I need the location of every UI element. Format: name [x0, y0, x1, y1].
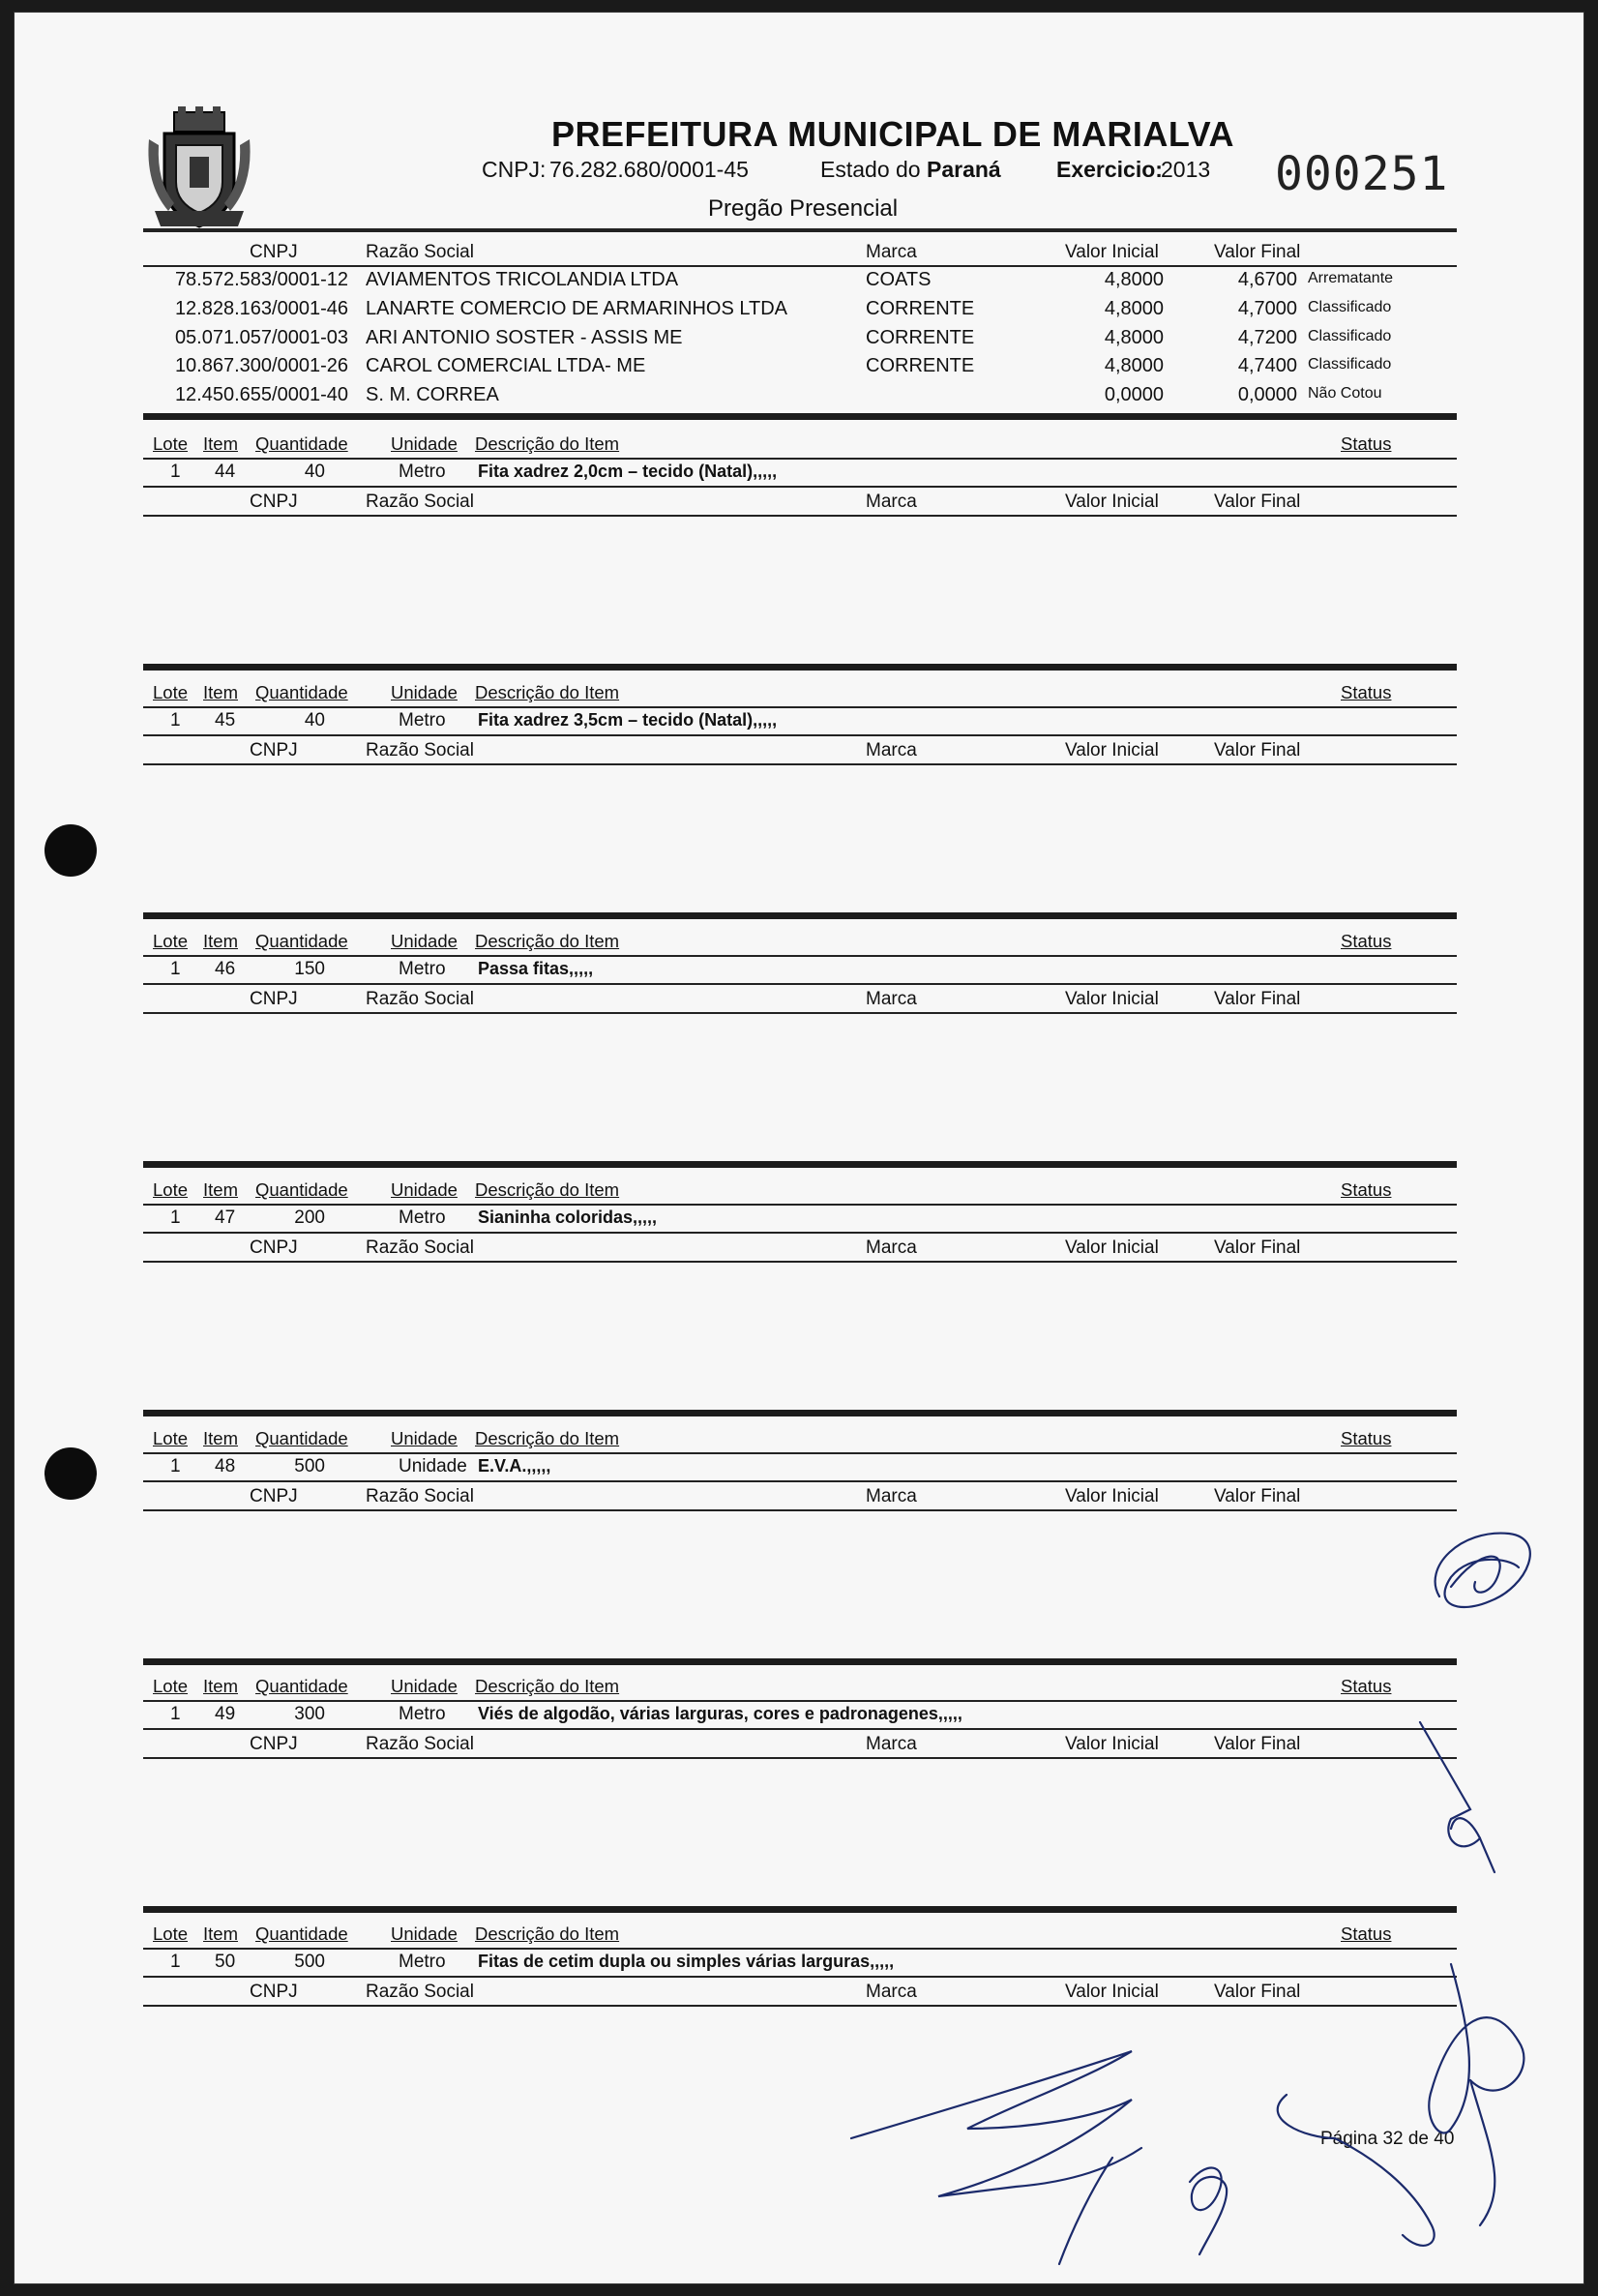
column-header-divider — [143, 515, 1457, 517]
punch-hole — [44, 1447, 97, 1500]
section-divider — [143, 912, 1457, 919]
column-header-cnpj: CNPJ — [250, 1486, 298, 1506]
lote-value: 1 — [170, 959, 181, 979]
descricao-label: Descrição do Item — [475, 931, 620, 951]
marca-cell: COATS — [866, 269, 932, 290]
column-header-marca: Marca — [866, 492, 917, 512]
valor-final-cell: 4,7200 — [1237, 327, 1297, 348]
lote-label: Lote — [153, 1676, 189, 1696]
item-header-divider — [143, 706, 1457, 708]
column-header-razao-social: Razão Social — [366, 1982, 474, 2002]
razao-social-cell: S. M. CORREA — [366, 384, 499, 405]
status-label: Status — [1341, 1923, 1392, 1944]
marca-cell: CORRENTE — [866, 327, 975, 348]
column-header-razao-social: Razão Social — [366, 1734, 474, 1754]
header-divider — [143, 228, 1457, 232]
unidade-label: Unidade — [391, 1428, 458, 1448]
quantidade-value: 300 — [294, 1704, 325, 1724]
quantidade-value: 500 — [294, 1456, 325, 1476]
modalidade: Pregão Presencial — [708, 195, 899, 222]
item-divider — [143, 1480, 1457, 1482]
estado-prefix: Estado do — [820, 157, 921, 182]
valor-inicial-cell: 4,8000 — [1104, 327, 1164, 348]
valor-final-cell: 0,0000 — [1237, 384, 1297, 405]
column-header-cnpj: CNPJ — [250, 242, 298, 262]
status-cell: Classificado — [1308, 328, 1392, 344]
item-header — [153, 433, 1459, 457]
quantidade-value: 150 — [294, 959, 325, 979]
status-label: Status — [1341, 1428, 1392, 1448]
column-header-valor-inicial: Valor Inicial — [1065, 1734, 1159, 1754]
item-divider — [143, 734, 1457, 736]
column-header-razao-social: Razão Social — [366, 740, 474, 760]
item-header — [153, 682, 1459, 705]
descricao-value: Fita xadrez 3,5cm – tecido (Natal),,,,, — [478, 710, 778, 730]
item-value: 46 — [215, 959, 236, 979]
descricao-label: Descrição do Item — [475, 433, 620, 454]
quantidade-value: 500 — [294, 1952, 325, 1972]
quantidade-label: Quantidade — [255, 682, 348, 702]
unidade-label: Unidade — [391, 1923, 458, 1944]
unidade-value: Metro — [399, 1704, 446, 1724]
item-header-divider — [143, 1452, 1457, 1454]
column-header-valor-inicial: Valor Inicial — [1065, 492, 1159, 512]
quantidade-label: Quantidade — [255, 1923, 348, 1944]
column-header-marca: Marca — [866, 1982, 917, 2002]
column-header-divider — [143, 763, 1457, 765]
item-value: 44 — [215, 462, 236, 482]
lote-value: 1 — [170, 1704, 181, 1724]
item-label: Item — [203, 1179, 238, 1200]
lote-value: 1 — [170, 1952, 181, 1972]
lote-label: Lote — [153, 1428, 189, 1448]
column-header-marca: Marca — [866, 1237, 917, 1258]
descricao-label: Descrição do Item — [475, 1428, 620, 1448]
status-label: Status — [1341, 682, 1392, 702]
item-value: 47 — [215, 1208, 236, 1228]
column-header-valor-final: Valor Final — [1214, 1486, 1301, 1506]
section-divider — [143, 1658, 1457, 1665]
item-label: Item — [203, 1676, 238, 1696]
column-header-cnpj: CNPJ — [250, 989, 298, 1009]
cnpj-value: 76.282.680/0001-45 — [549, 157, 749, 182]
column-header-divider — [143, 265, 1457, 267]
lote-label: Lote — [153, 1923, 189, 1944]
valor-final-cell: 4,6700 — [1237, 269, 1297, 290]
item-label: Item — [203, 433, 238, 454]
item-value: 45 — [215, 710, 236, 731]
descricao-value: Fita xadrez 2,0cm – tecido (Natal),,,,, — [478, 462, 778, 481]
descricao-label: Descrição do Item — [475, 1923, 620, 1944]
item-label: Item — [203, 931, 238, 951]
cnpj-cell: 12.450.655/0001-40 — [174, 384, 348, 405]
column-header-marca: Marca — [866, 740, 917, 760]
column-header-divider — [143, 1012, 1457, 1014]
item-header — [153, 1676, 1459, 1699]
lote-label: Lote — [153, 682, 189, 702]
quantidade-value: 200 — [294, 1208, 325, 1228]
item-header-divider — [143, 955, 1457, 957]
column-header-cnpj: CNPJ — [250, 492, 298, 512]
quantidade-label: Quantidade — [255, 433, 348, 454]
unidade-value: Unidade — [399, 1456, 467, 1476]
item-header — [153, 931, 1459, 954]
section-divider — [143, 1161, 1457, 1168]
item-label: Item — [203, 1428, 238, 1448]
column-header-valor-final: Valor Final — [1214, 989, 1301, 1009]
punch-hole — [44, 824, 97, 877]
unidade-label: Unidade — [391, 1179, 458, 1200]
status-label: Status — [1341, 1179, 1392, 1200]
column-header-valor-final: Valor Final — [1214, 242, 1301, 262]
item-header-divider — [143, 1700, 1457, 1702]
razao-social-cell: LANARTE COMERCIO DE ARMARINHOS LTDA — [366, 298, 787, 319]
status-cell: Não Cotou — [1308, 385, 1382, 402]
valor-inicial-cell: 4,8000 — [1104, 298, 1164, 319]
status-cell: Classificado — [1308, 299, 1392, 315]
item-header-divider — [143, 1948, 1457, 1950]
marca-cell: CORRENTE — [866, 355, 975, 376]
column-header-cnpj: CNPJ — [250, 1982, 298, 2002]
page-number: Página 32 de 40 — [1320, 2129, 1455, 2149]
item-label: Item — [203, 682, 238, 702]
unidade-label: Unidade — [391, 931, 458, 951]
item-header — [153, 1428, 1459, 1451]
section-divider — [143, 1410, 1457, 1416]
valor-final-cell: 4,7400 — [1237, 355, 1297, 376]
column-header-valor-inicial: Valor Inicial — [1065, 1982, 1159, 2002]
estado-name: Paraná — [927, 157, 1001, 182]
exercicio-value: 2013 — [1161, 157, 1211, 182]
item-header — [153, 1179, 1459, 1203]
cnpj-cell: 12.828.163/0001-46 — [174, 298, 348, 319]
razao-social-cell: CAROL COMERCIAL LTDA- ME — [366, 355, 646, 376]
descricao-value: Passa fitas,,,,, — [478, 959, 594, 978]
razao-social-cell: ARI ANTONIO SOSTER - ASSIS ME — [366, 327, 683, 348]
descricao-value: Fitas de cetim dupla ou simples várias larguras,,,,, — [478, 1952, 895, 1971]
quantidade-label: Quantidade — [255, 1676, 348, 1696]
column-header-valor-inicial: Valor Inicial — [1065, 1237, 1159, 1258]
column-header-valor-final: Valor Final — [1214, 1982, 1301, 2002]
descricao-value: Viés de algodão, várias larguras, cores e padronagenes,,,,, — [478, 1704, 962, 1723]
lote-value: 1 — [170, 462, 181, 482]
item-header-divider — [143, 458, 1457, 460]
column-header-valor-inicial: Valor Inicial — [1065, 242, 1159, 262]
lote-label: Lote — [153, 433, 189, 454]
column-header-razao-social: Razão Social — [366, 1237, 474, 1258]
item-header-divider — [143, 1204, 1457, 1206]
item-divider — [143, 1232, 1457, 1234]
item-value: 49 — [215, 1704, 236, 1724]
column-header-cnpj: CNPJ — [250, 1237, 298, 1258]
lote-value: 1 — [170, 1208, 181, 1228]
section-divider — [143, 413, 1457, 420]
unidade-label: Unidade — [391, 1676, 458, 1696]
unidade-value: Metro — [399, 462, 446, 482]
quantidade-value: 40 — [304, 462, 325, 482]
unidade-label: Unidade — [391, 433, 458, 454]
column-header-divider — [143, 2005, 1457, 2007]
status-cell: Classificado — [1308, 356, 1392, 373]
marca-cell: CORRENTE — [866, 298, 975, 319]
item-header — [153, 1923, 1459, 1947]
unidade-value: Metro — [399, 1952, 446, 1972]
status-label: Status — [1341, 931, 1392, 951]
column-header-divider — [143, 1261, 1457, 1263]
column-header-razao-social: Razão Social — [366, 1486, 474, 1506]
column-header-marca: Marca — [866, 989, 917, 1009]
item-divider — [143, 486, 1457, 488]
unidade-value: Metro — [399, 959, 446, 979]
municipal-crest-icon — [145, 106, 253, 232]
column-header-marca: Marca — [866, 1486, 917, 1506]
valor-inicial-cell: 4,8000 — [1104, 355, 1164, 376]
column-header-divider — [143, 1509, 1457, 1511]
quantidade-label: Quantidade — [255, 931, 348, 951]
column-header-razao-social: Razão Social — [366, 242, 474, 262]
item-value: 50 — [215, 1952, 236, 1972]
status-label: Status — [1341, 1676, 1392, 1696]
column-header-cnpj: CNPJ — [250, 740, 298, 760]
lote-value: 1 — [170, 1456, 181, 1476]
item-divider — [143, 983, 1457, 985]
column-header-razao-social: Razão Social — [366, 492, 474, 512]
item-divider — [143, 1728, 1457, 1730]
column-header-razao-social: Razão Social — [366, 989, 474, 1009]
descricao-value: Sianinha coloridas,,,,, — [478, 1208, 658, 1227]
valor-final-cell: 4,7000 — [1237, 298, 1297, 319]
column-header-valor-final: Valor Final — [1214, 492, 1301, 512]
item-divider — [143, 1976, 1457, 1978]
cnpj-cell: 78.572.583/0001-12 — [174, 269, 348, 290]
page-stamp-number: 000251 — [1275, 147, 1449, 201]
column-header-valor-inicial: Valor Inicial — [1065, 740, 1159, 760]
status-label: Status — [1341, 433, 1392, 454]
column-header-divider — [143, 1757, 1457, 1759]
unidade-label: Unidade — [391, 682, 458, 702]
descricao-label: Descrição do Item — [475, 1179, 620, 1200]
unidade-value: Metro — [399, 710, 446, 731]
status-cell: Arrematante — [1308, 270, 1394, 286]
column-header-marca: Marca — [866, 1734, 917, 1754]
column-header-cnpj: CNPJ — [250, 1734, 298, 1754]
item-value: 48 — [215, 1456, 236, 1476]
descricao-label: Descrição do Item — [475, 682, 620, 702]
section-divider — [143, 1906, 1457, 1913]
column-header-valor-final: Valor Final — [1214, 1237, 1301, 1258]
lote-label: Lote — [153, 1179, 189, 1200]
exercicio-label: Exercicio: — [1056, 157, 1163, 182]
descricao-value: E.V.A.,,,,, — [478, 1456, 551, 1476]
unidade-value: Metro — [399, 1208, 446, 1228]
column-header-marca: Marca — [866, 242, 917, 262]
lote-label: Lote — [153, 931, 189, 951]
column-header-valor-inicial: Valor Inicial — [1065, 989, 1159, 1009]
quantidade-label: Quantidade — [255, 1428, 348, 1448]
quantidade-value: 40 — [304, 710, 325, 731]
cnpj-cell: 10.867.300/0001-26 — [174, 355, 348, 376]
razao-social-cell: AVIAMENTOS TRICOLANDIA LTDA — [366, 269, 679, 290]
valor-inicial-cell: 4,8000 — [1104, 269, 1164, 290]
document-title: PREFEITURA MUNICIPAL DE MARIALVA — [551, 114, 1234, 154]
section-divider — [143, 664, 1457, 671]
item-label: Item — [203, 1923, 238, 1944]
column-header-valor-inicial: Valor Inicial — [1065, 1486, 1159, 1506]
column-header-valor-final: Valor Final — [1214, 740, 1301, 760]
quantidade-label: Quantidade — [255, 1179, 348, 1200]
descricao-label: Descrição do Item — [475, 1676, 620, 1696]
lote-value: 1 — [170, 710, 181, 731]
cnpj-label: CNPJ: — [482, 157, 547, 182]
valor-inicial-cell: 0,0000 — [1104, 384, 1164, 405]
cnpj-cell: 05.071.057/0001-03 — [174, 327, 348, 348]
column-header-valor-final: Valor Final — [1214, 1734, 1301, 1754]
